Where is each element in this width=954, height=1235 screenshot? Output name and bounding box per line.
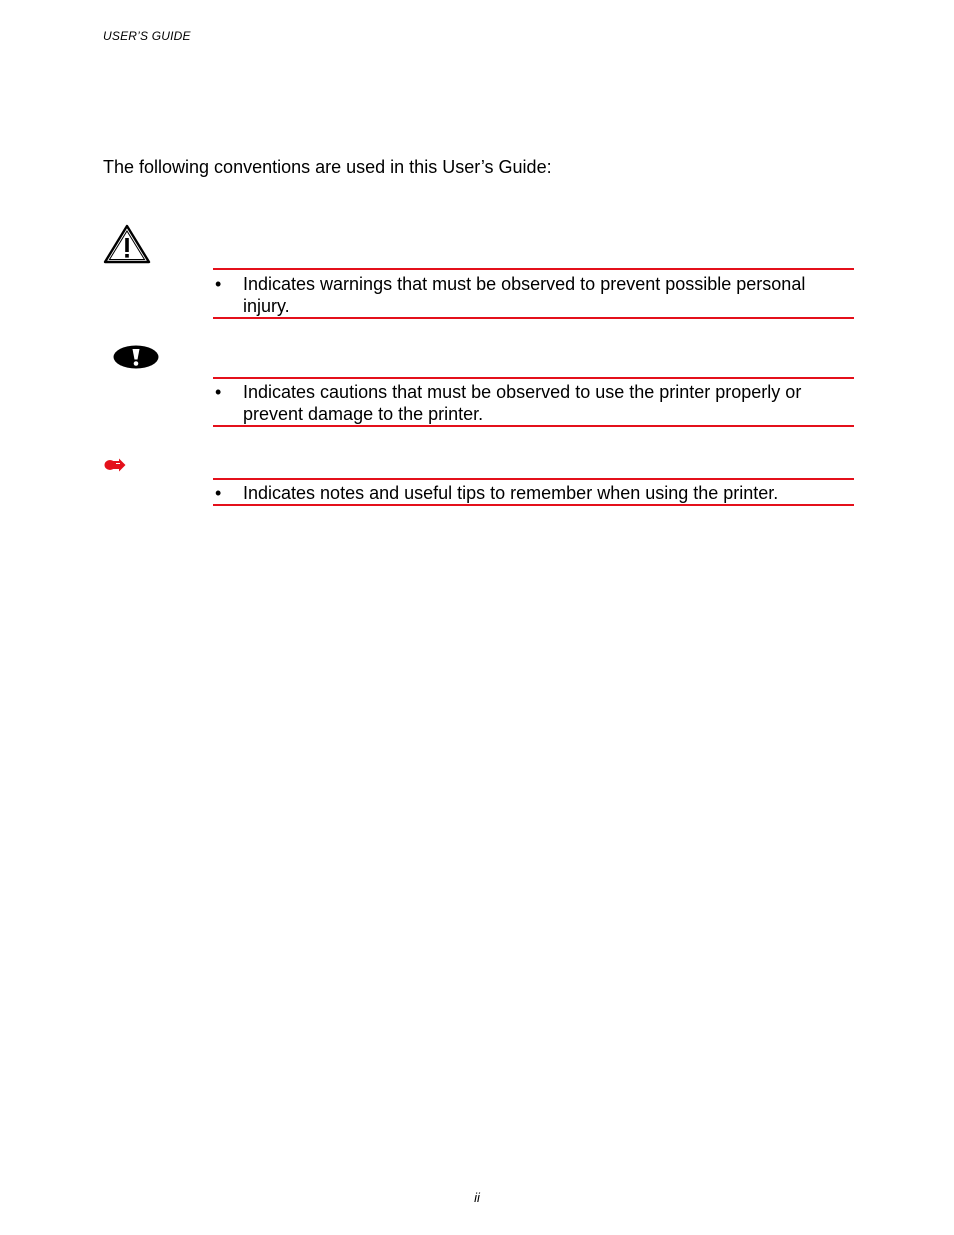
list-item [213,273,854,317]
caution-text: Indicates cautions that must be observed to use the printer properly or prevent damage to the printer. [243,382,802,424]
intro-text: The following conventions are used in this User’s Guide: [103,157,552,177]
note-text: Indicates notes and useful tips to remember when using the printer. [243,483,779,503]
warning-text: Indicates warnings that must be observed to prevent possible personal injury. [243,274,806,316]
warning-triangle-icon [103,224,151,264]
note-pointer-icon [104,458,126,472]
bullet: • [215,483,222,503]
running-header: USER’S GUIDE [103,29,191,43]
bullet: • [215,274,222,294]
note-box [213,478,854,506]
caution-exclamation-icon [113,345,159,369]
caution-box [213,377,854,427]
list-item [213,381,854,425]
bullet: • [215,382,222,402]
list-item [213,482,854,504]
page-number: ii [474,1190,480,1205]
warning-box [213,268,854,319]
